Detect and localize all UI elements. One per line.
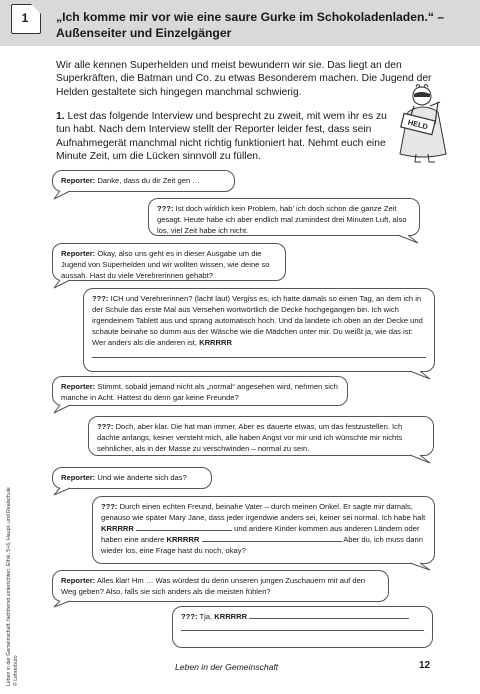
noise-placeholder: KRRRRR	[166, 535, 200, 544]
footer-title: Leben in der Gemeinschaft	[175, 662, 279, 672]
fill-in-line[interactable]	[92, 357, 426, 358]
speaker-label: ???:	[92, 294, 109, 303]
speaker-label: Reporter:	[61, 249, 96, 258]
header-bar	[0, 0, 480, 46]
dialogue-bubble-hero-1	[148, 198, 420, 236]
dialogue-text: Durch einen echten Freund, beinahe Vater – durch meinen Onkel. Er sagte mir damals, genauso wie später Mary Jane, dass jeder irgendwie anders sei, keiner sei normal. Ich habe halt	[101, 502, 426, 522]
dialogue-text: Okay, also uns geht es in dieser Ausgabe um die Jugend von Superhelden und wir wollten wissen, wie deine so aussah. Hast du viele Verehrerinnen gehabt?	[61, 249, 270, 280]
page-title	[56, 9, 466, 41]
noise-placeholder: KRRRRR	[214, 612, 248, 621]
fill-in-line[interactable]	[136, 523, 232, 531]
speaker-label: ???:	[101, 502, 118, 511]
dialogue-text: Alles klar! Hm … Was würdest du denn unseren jungen Zuschauern mit auf den Weg geben? Also, falls sie sich anders als die meisten fühlen?	[61, 576, 366, 596]
speaker-label: ???:	[181, 612, 198, 621]
dialogue-bubble-reporter-5	[52, 570, 389, 602]
dialogue-text: Ist doch wirklich kein Problem, hab’ ich doch schon die ganze Zeit gesagt. Heute habe ich aber endlich mal zumindest drei Minuten Luft, also los, viel Zeit habe ich nicht.	[157, 204, 407, 235]
task-text: Lest das folgende Interview und besprecht zu zweit, mit wem ihr es zu tun habt. Nach dem Interview stellt der Reporter leider fest, dass sein Aufnahmegerät manchmal nicht richtig funktioniert hat. Nehmt euch eine Minute Zeit, um die Lücken sinnvoll zu füllen.	[56, 111, 387, 162]
dialogue-text: Danke, dass du dir Zeit gen …	[97, 176, 200, 185]
speaker-label: Reporter:	[61, 176, 96, 185]
sidebar-line-2: © Lehrerbüro	[12, 655, 19, 686]
dialogue-bubble-reporter-3	[52, 376, 348, 406]
fill-in-line[interactable]	[249, 611, 409, 619]
dialogue-bubble-hero-2	[83, 288, 435, 372]
dialogue-bubble-reporter-4	[52, 467, 212, 489]
dialogue-text: Und wie änderte sich das?	[97, 473, 187, 482]
speaker-label: ???:	[97, 422, 114, 431]
intro-text: Wir alle kennen Superhelden und meist bewundern wir sie. Das liegt an den Superkräften, die Batman und Co. zu etwas Besonderem machen. Die Jugend der Helden gestaltete sich hingegen manchmal schwierig.	[56, 60, 432, 98]
dialogue-bubble-hero-4	[92, 496, 435, 564]
dialogue-text: Stimmt, sobald jemand nicht als „normal“ angesehen wird, nehmen sich manche in Acht. Hattest du denn gar keine Freunde?	[61, 382, 338, 402]
page-number: 12	[419, 660, 431, 671]
speaker-label: Reporter:	[61, 382, 96, 391]
hero-sign: HELD	[406, 117, 429, 132]
title-line-2: Außenseiter und Einzelgänger	[56, 26, 232, 40]
speaker-label: ???:	[157, 204, 174, 213]
task-badge	[11, 4, 43, 34]
noise-placeholder: KRRRRR	[101, 524, 134, 533]
task-instruction	[56, 110, 401, 163]
dialogue-bubble-reporter-1	[52, 170, 235, 192]
fill-in-line[interactable]	[202, 534, 342, 542]
speaker-label: Reporter:	[61, 576, 96, 585]
dialogue-text: Doch, aber klar. Die hat man immer. Aber es dauerte etwas, um das festzustellen. Ich dachte anfangs, keiner versteht mich, alle haben Angst vor mir und ich wünschte mir nichts sehnlicher, als in der Masse zu verschwinden – normal zu sein.	[97, 422, 403, 453]
fill-in-line[interactable]	[181, 630, 424, 631]
superhero-illustration	[388, 84, 458, 164]
title-line-1: „Ich komme mir vor wie eine saure Gurke im Schokoladenladen.“ –	[56, 10, 445, 24]
task-number: 1.	[56, 111, 65, 122]
dialogue-text: und andere Kinder kommen aus anderen Ländern oder haben eine andere	[101, 524, 420, 544]
dialogue-bubble-hero-3	[88, 416, 434, 456]
noise-placeholder: KRRRRR	[199, 338, 232, 347]
dialogue-text: Tja,	[199, 612, 213, 621]
dialogue-text: ICH und Verehrerinnen? (lacht laut) Vergiss es, ich hatte damals so einen Tag, an dem ich in der Schule das erste Mal aus Versehen wortwörtlich die Decke hochgegangen bin. Ich wich irgendeinem Tablett aus und sprang automatisch hoch. Und da landete ich oben an der Decke und schaute beinahe so dumm aus der Wäsche wie die Mädchen unter mir. Du weißt ja, wie das ist: Wer anders als die anderen ist,	[92, 294, 423, 347]
speaker-label: Reporter:	[61, 473, 96, 482]
task-badge-number: 1	[21, 11, 29, 25]
sidebar-line-1: Leben in der Gemeinschaft, fachfremd unterrichten, Ethik, 5+6, Haupt- und Realschule	[6, 487, 12, 686]
dialogue-bubble-reporter-2	[52, 243, 286, 281]
dialogue-bubble-hero-5	[172, 606, 433, 648]
sidebar-copyright	[6, 487, 19, 686]
dialogue-text: Aber du, ich muss dann wieder los, eine Frage hast du noch, okay?	[101, 535, 423, 555]
